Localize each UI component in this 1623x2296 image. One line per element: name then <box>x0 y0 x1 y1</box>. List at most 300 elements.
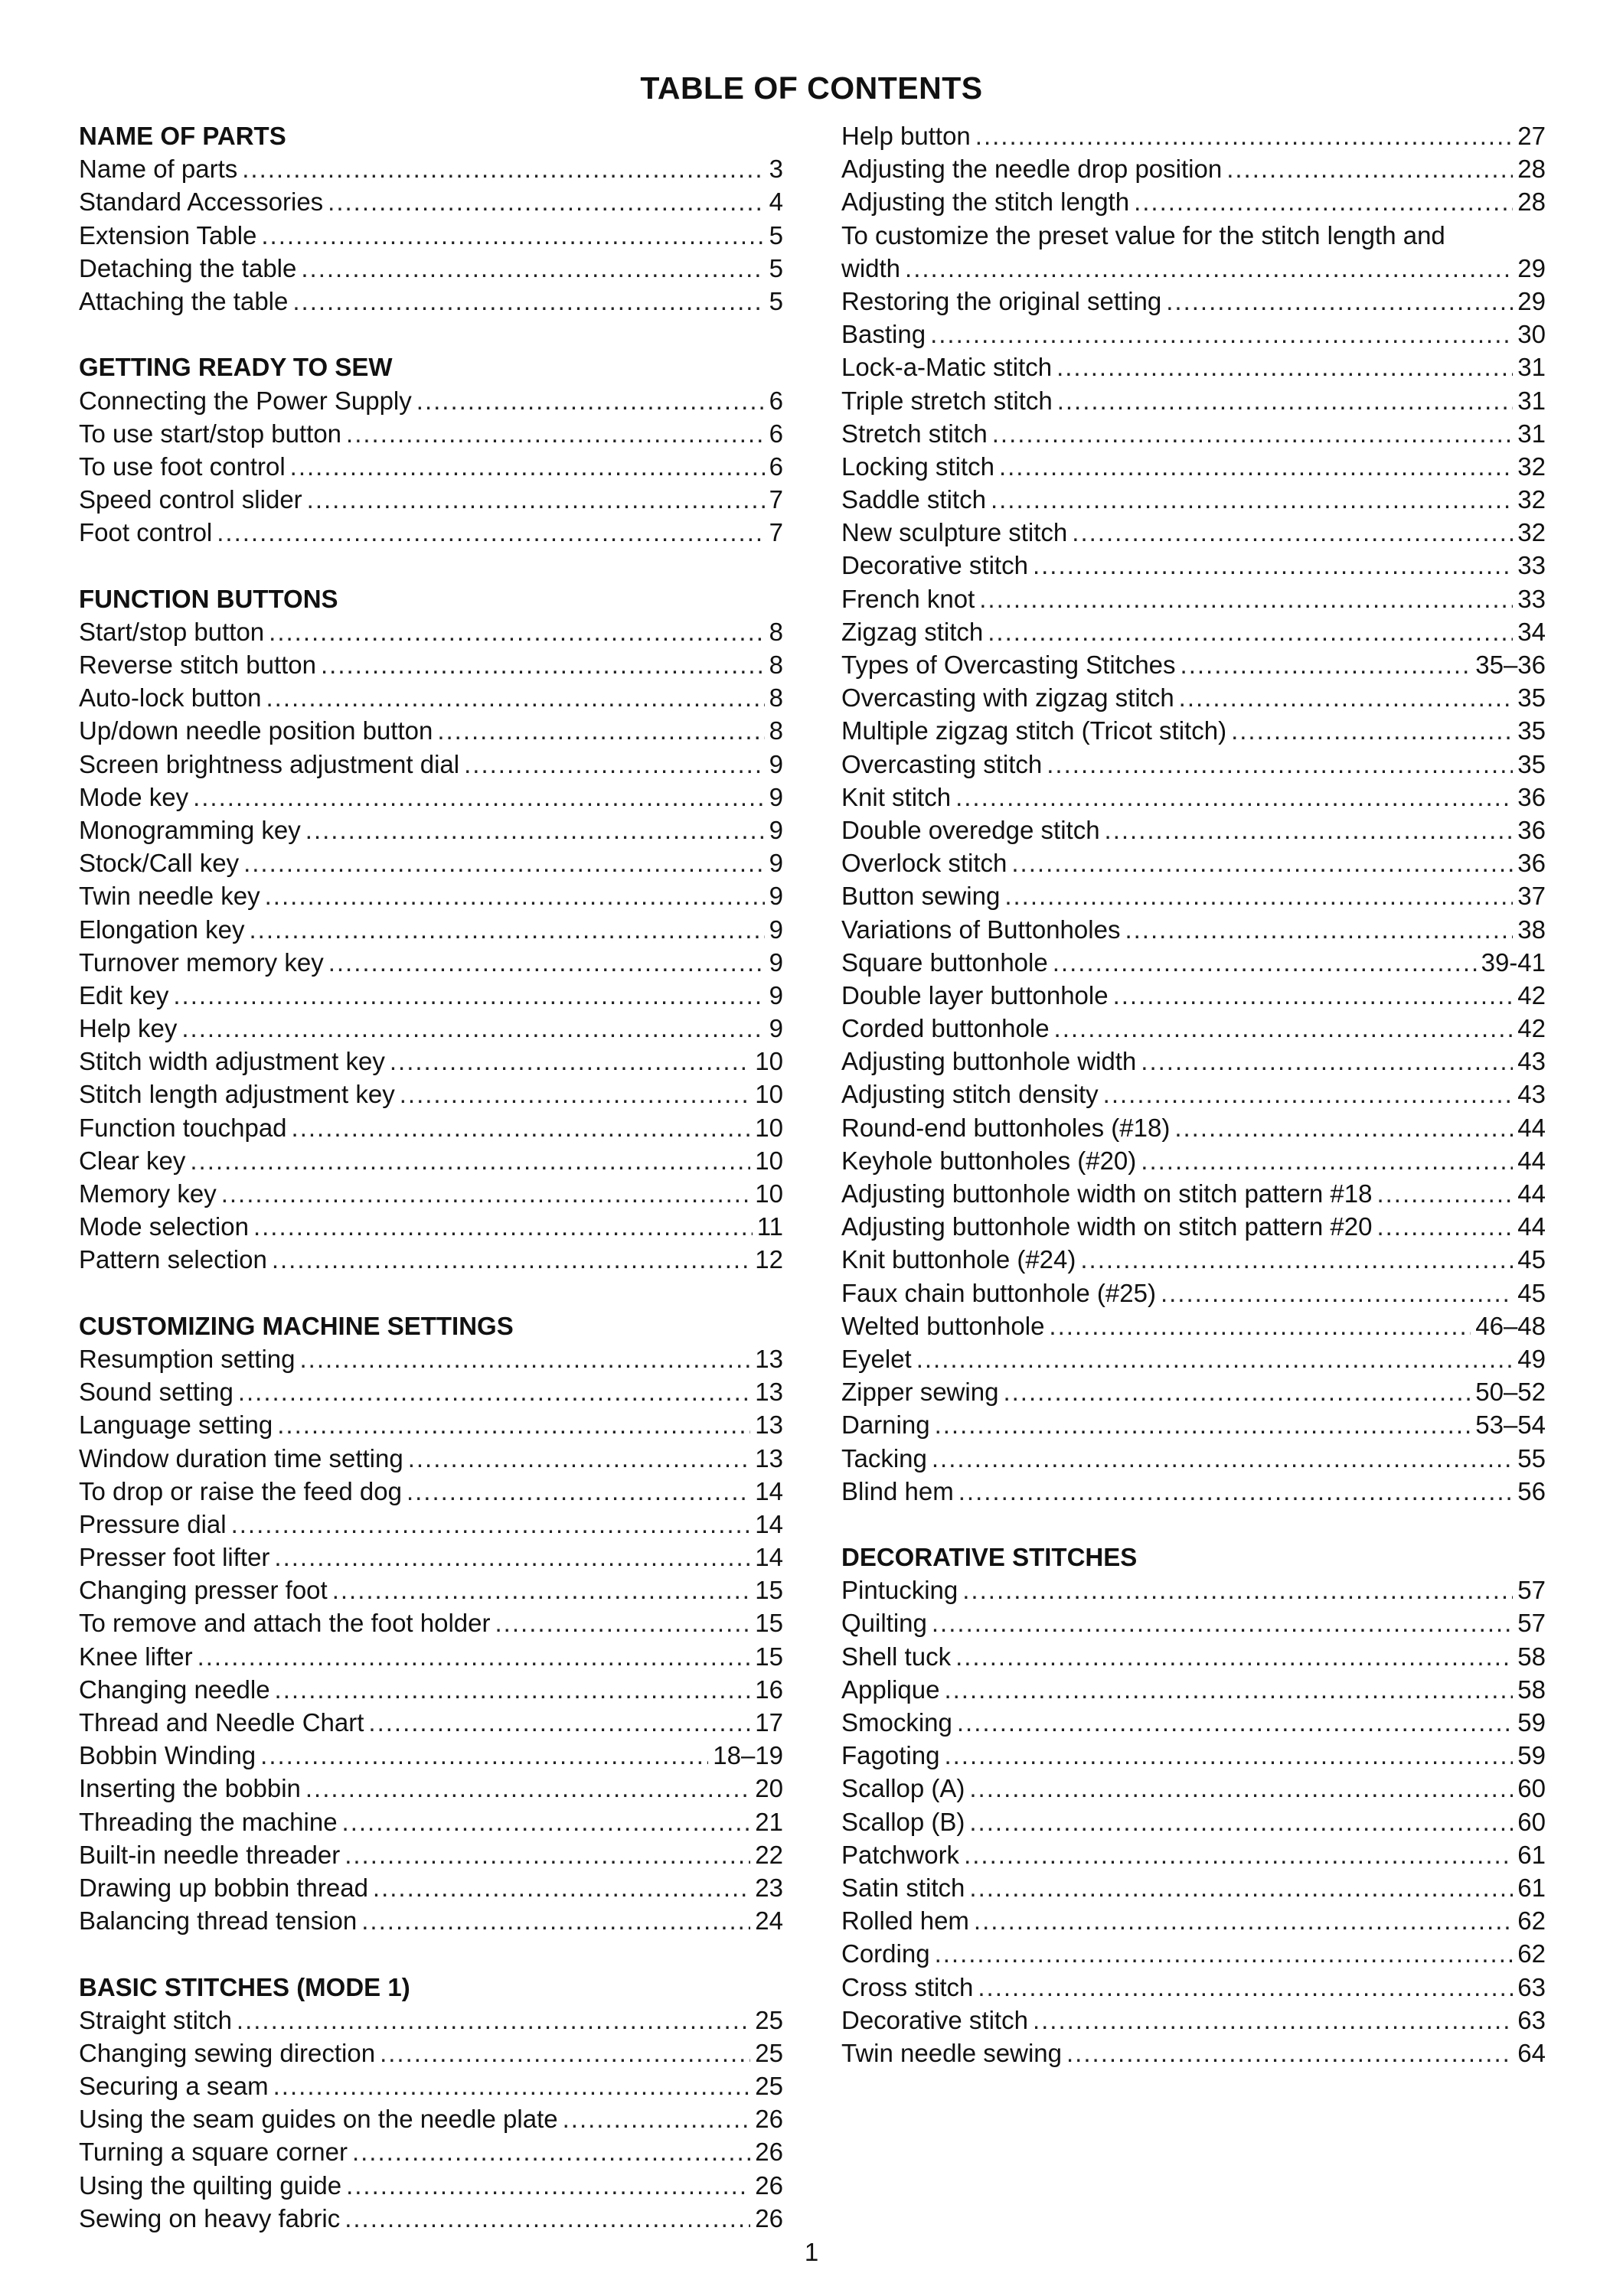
toc-spacer <box>79 549 783 582</box>
toc-entry <box>841 384 1546 417</box>
toc-entry-page: 9 <box>769 1014 783 1043</box>
toc-entry-page: 10 <box>755 1179 783 1208</box>
dot-leader <box>249 913 764 946</box>
toc-entry <box>841 1442 1546 1475</box>
dot-leader <box>292 285 764 318</box>
dot-leader <box>261 219 764 252</box>
dot-leader <box>292 1111 751 1144</box>
toc-entry-page: 23 <box>755 1873 783 1902</box>
toc-entry-page: 38 <box>1517 915 1546 944</box>
toc-entry-page: 45 <box>1517 1245 1546 1274</box>
toc-entry-page: 25 <box>755 2072 783 2101</box>
dot-leader <box>190 1144 750 1177</box>
toc-entry-page: 55 <box>1517 1443 1546 1473</box>
dot-leader <box>1134 185 1513 218</box>
toc-entry <box>79 2169 783 2202</box>
toc-entry-page: 17 <box>755 1708 783 1737</box>
toc-entry-page: 62 <box>1517 1939 1546 1968</box>
toc-entry-label: Edit key <box>79 980 169 1009</box>
toc-entry <box>841 119 1546 152</box>
toc-entry-label: Twin needle key <box>79 882 260 911</box>
toc-entry-page: 35 <box>1517 749 1546 778</box>
toc-entry-page: 32 <box>1517 485 1546 514</box>
dot-leader <box>969 1805 1513 1838</box>
toc-entry-text: To customize the preset value for the stitch length and <box>841 220 1445 249</box>
toc-entry <box>841 185 1546 218</box>
toc-entry-label: Reverse stitch button <box>79 651 316 679</box>
toc-entry-label: Mode selection <box>79 1212 249 1241</box>
toc-entry-page: 62 <box>1517 1906 1546 1936</box>
toc-entry-label: Up/down needle position button <box>79 716 433 745</box>
toc-entry-page: 35 <box>1517 683 1546 713</box>
toc-entry <box>79 285 783 318</box>
page-number: 1 <box>804 2238 819 2266</box>
toc-entry-label: Name of parts <box>79 155 238 184</box>
toc-entry-page: 29 <box>1517 286 1546 315</box>
toc-entry-label: Knit buttonhole (#24) <box>841 1245 1076 1274</box>
toc-entry <box>841 1971 1546 2004</box>
toc-entry-label: Button sewing <box>841 882 1001 911</box>
toc-entry <box>79 2069 783 2102</box>
toc-entry-label: Faux chain buttonhole (#25) <box>841 1278 1156 1307</box>
toc-entry-label: Fagoting <box>841 1741 940 1770</box>
toc-entry-label: Connecting the Power Supply <box>79 386 412 415</box>
toc-entry <box>841 1277 1546 1309</box>
dot-leader <box>242 152 764 185</box>
toc-entry-page: 26 <box>755 2105 783 2134</box>
dot-leader <box>1047 748 1513 781</box>
toc-entry-label: Monogramming key <box>79 815 301 844</box>
dot-leader <box>272 1243 750 1276</box>
dot-leader <box>944 1673 1513 1706</box>
toc-entry-label: Auto-lock button <box>79 683 262 713</box>
toc-entry <box>841 1177 1546 1210</box>
toc-entry-label: Scallop (A) <box>841 1774 965 1803</box>
dot-leader <box>173 979 764 1012</box>
toc-entry <box>79 1408 783 1441</box>
toc-entry <box>841 846 1546 879</box>
toc-entry <box>841 351 1546 383</box>
dot-leader <box>345 1838 750 1871</box>
dot-leader <box>238 1375 750 1408</box>
toc-entry <box>79 1871 783 1904</box>
toc-entry-label: Applique <box>841 1675 940 1704</box>
dot-leader <box>932 1606 1513 1639</box>
dot-leader <box>193 781 765 814</box>
toc-entry-label: New sculpture stitch <box>841 518 1068 547</box>
toc-entry <box>841 1706 1546 1739</box>
toc-entry-page: 26 <box>755 2138 783 2167</box>
toc-entry <box>79 1342 783 1375</box>
toc-entry-label: Elongation key <box>79 915 245 944</box>
toc-entry-label: Changing needle <box>79 1675 270 1704</box>
toc-entry-label: Straight stitch <box>79 2005 232 2034</box>
dot-leader <box>495 1606 751 1639</box>
toc-entry-label: Stitch width adjustment key <box>79 1047 385 1076</box>
toc-entry-label: Drawing up bobbin thread <box>79 1873 368 1902</box>
dot-leader <box>1072 516 1513 549</box>
toc-entry-page: 59 <box>1517 1741 1546 1770</box>
toc-entry-page: 31 <box>1517 419 1546 448</box>
toc-entry-page: 60 <box>1517 1807 1546 1836</box>
dot-leader <box>999 450 1513 483</box>
toc-entry <box>841 1739 1546 1772</box>
dot-leader <box>1033 2004 1513 2037</box>
toc-entry <box>841 648 1546 681</box>
toc-entry <box>841 1243 1546 1276</box>
toc-entry <box>841 913 1546 946</box>
toc-entry <box>841 483 1546 516</box>
toc-entry <box>79 1706 783 1739</box>
toc-entry-label: Overlock stitch <box>841 849 1007 878</box>
toc-entry-label: Sewing on heavy fabric <box>79 2203 341 2232</box>
toc-entry-page: 7 <box>769 485 783 514</box>
toc-entry-label: To use start/stop button <box>79 419 342 448</box>
dot-leader <box>957 1706 1513 1739</box>
toc-entry-page: 35–36 <box>1475 651 1546 679</box>
dot-leader <box>332 1574 751 1606</box>
toc-entry-page: 63 <box>1517 1972 1546 2001</box>
toc-entry-page: 13 <box>755 1378 783 1407</box>
toc-entry-label: Memory key <box>79 1179 217 1208</box>
toc-entry-label: Knee lifter <box>79 1642 193 1671</box>
section-heading-basic-stitches-mode-1: BASIC STITCHES (MODE 1) <box>79 1972 410 2001</box>
toc-entry-label: Changing sewing direction <box>79 2038 376 2067</box>
toc-entry <box>79 1144 783 1177</box>
toc-entry-label: To use foot control <box>79 452 286 481</box>
toc-entry-label: Scallop (B) <box>841 1807 965 1836</box>
toc-entry <box>841 2037 1546 2069</box>
toc-entry-page: 24 <box>755 1906 783 1936</box>
toc-entry <box>79 1904 783 1937</box>
dot-leader <box>1053 946 1477 979</box>
dot-leader <box>368 1706 750 1739</box>
toc-entry-page: 31 <box>1517 353 1546 382</box>
toc-right-column <box>841 119 1546 2069</box>
toc-entry <box>79 1606 783 1639</box>
toc-entry-label: Multiple zigzag stitch (Tricot stitch) <box>841 716 1227 745</box>
toc-entry-page: 64 <box>1517 2038 1546 2067</box>
toc-entry <box>841 582 1546 615</box>
toc-entry-page: 13 <box>755 1443 783 1473</box>
toc-entry-page: 9 <box>769 915 783 944</box>
toc-entry-page: 61 <box>1517 1873 1546 1902</box>
toc-entry-page: 44 <box>1517 1179 1546 1208</box>
toc-entry-label: Types of Overcasting Stitches <box>841 651 1176 679</box>
toc-spacer <box>79 1937 783 1970</box>
dot-leader <box>1057 384 1514 417</box>
toc-entry-label: Threading the machine <box>79 1807 338 1836</box>
toc-entry <box>841 318 1546 351</box>
toc-entry <box>841 714 1546 747</box>
toc-entry-label: Lock-a-Matic stitch <box>841 353 1053 382</box>
dot-leader <box>969 1772 1513 1805</box>
toc-entry-label: Help key <box>79 1014 178 1043</box>
dot-leader <box>1376 1177 1513 1210</box>
toc-entry-page: 9 <box>769 849 783 878</box>
toc-entry-page: 44 <box>1517 1113 1546 1142</box>
dot-leader <box>290 450 765 483</box>
toc-entry <box>79 846 783 879</box>
toc-entry <box>841 1937 1546 1970</box>
dot-leader <box>328 946 765 979</box>
toc-entry-label: Clear key <box>79 1146 186 1175</box>
toc-entry-page: 26 <box>755 2203 783 2232</box>
toc-entry-page: 13 <box>755 1411 783 1440</box>
toc-entry-page: 29 <box>1517 253 1546 282</box>
dot-leader <box>390 1045 750 1078</box>
toc-entry-label: Round-end buttonholes (#18) <box>841 1113 1171 1142</box>
toc-spacer <box>79 1277 783 1309</box>
toc-entry-label: Zipper sewing <box>841 1378 999 1407</box>
toc-entry-label: Resumption setting <box>79 1344 296 1373</box>
dot-leader <box>932 1442 1513 1475</box>
toc-entry <box>79 152 783 185</box>
dot-leader <box>935 1937 1514 1970</box>
toc-entry-label: Screen brightness adjustment dial <box>79 749 460 778</box>
dot-leader <box>1166 285 1513 318</box>
toc-entry-label: Overcasting with zigzag stitch <box>841 683 1174 713</box>
toc-entry <box>841 879 1546 912</box>
dot-leader <box>274 1541 750 1574</box>
toc-entry <box>79 913 783 946</box>
toc-entry-label: Satin stitch <box>841 1873 965 1902</box>
toc-entry-page: 36 <box>1517 815 1546 844</box>
toc-entry-page: 9 <box>769 782 783 811</box>
toc-entry-page: 60 <box>1517 1774 1546 1803</box>
toc-entry-page: 45 <box>1517 1278 1546 1307</box>
dot-leader <box>416 384 765 417</box>
toc-entry-label: Tacking <box>841 1443 927 1473</box>
toc-entry <box>841 748 1546 781</box>
dot-leader <box>243 846 765 879</box>
toc-entry-page: 6 <box>769 419 783 448</box>
dot-leader <box>1179 681 1514 714</box>
toc-entry <box>79 450 783 483</box>
toc-entry-page: 35 <box>1517 716 1546 745</box>
toc-entry-label: Sound setting <box>79 1378 233 1407</box>
toc-entry-label: Keyhole buttonholes (#20) <box>841 1146 1137 1175</box>
toc-entry-label: Help button <box>841 122 971 150</box>
toc-entry <box>841 450 1546 483</box>
toc-entry-label: Thread and Needle Chart <box>79 1708 364 1737</box>
toc-entry-label: Cross stitch <box>841 1972 974 2001</box>
toc-entry-page: 7 <box>769 518 783 547</box>
toc-entry-label: Adjusting the needle drop position <box>841 155 1223 184</box>
dot-leader <box>221 1177 751 1210</box>
dot-leader <box>237 2004 750 2037</box>
dot-leader <box>253 1210 753 1243</box>
toc-entry <box>841 1574 1546 1606</box>
dot-leader <box>437 714 764 747</box>
toc-entry-label: Foot control <box>79 518 213 547</box>
toc-entry-label: Function touchpad <box>79 1113 287 1142</box>
page-title: TABLE OF CONTENTS <box>640 70 983 106</box>
toc-entry-label: Patchwork <box>841 1840 960 1869</box>
dot-leader <box>345 2202 750 2235</box>
dot-leader <box>231 1508 751 1541</box>
toc-entry-page: 58 <box>1517 1642 1546 1671</box>
toc-entry <box>79 1838 783 1871</box>
toc-entry-label: Stretch stitch <box>841 419 988 448</box>
toc-entry-page: 63 <box>1517 2005 1546 2034</box>
toc-entry <box>841 285 1546 318</box>
dot-leader <box>307 483 765 516</box>
toc-entry <box>79 1045 783 1078</box>
toc-entry-page: 6 <box>769 452 783 481</box>
toc-entry <box>79 1012 783 1045</box>
toc-entry-page: 15 <box>755 1576 783 1605</box>
toc-entry-label: Shell tuck <box>841 1642 952 1671</box>
dot-leader <box>407 1475 750 1508</box>
toc-entry-page: 43 <box>1517 1047 1546 1076</box>
toc-entry-label: Rolled hem <box>841 1906 969 1936</box>
toc-entry-page: 10 <box>755 1080 783 1109</box>
dot-leader <box>1226 152 1513 185</box>
toc-entry <box>841 2004 1546 2037</box>
section-heading-getting-ready-to-sew: GETTING READY TO SEW <box>79 353 393 382</box>
dot-leader <box>955 1640 1513 1673</box>
dot-leader <box>978 1971 1513 2004</box>
dot-leader <box>988 615 1513 648</box>
toc-entry-label: Using the quilting guide <box>79 2170 342 2200</box>
toc-entry <box>79 1805 783 1838</box>
toc-entry-page: 26 <box>755 2170 783 2200</box>
toc-entry <box>841 1640 1546 1673</box>
dot-leader <box>1054 1012 1514 1045</box>
toc-entry-page: 15 <box>755 1642 783 1671</box>
dot-leader <box>269 615 764 648</box>
toc-entry <box>79 1177 783 1210</box>
dot-leader <box>1033 549 1513 582</box>
dot-leader <box>962 1574 1513 1606</box>
toc-entry-label: French knot <box>841 584 975 613</box>
toc-entry-label: Eyelet <box>841 1344 912 1373</box>
toc-entry-page: 53–54 <box>1475 1411 1546 1440</box>
dot-leader <box>975 119 1513 152</box>
toc-entry-page: 10 <box>755 1047 783 1076</box>
toc-entry-page: 10 <box>755 1113 783 1142</box>
toc-entry-label: Twin needle sewing <box>841 2038 1063 2067</box>
toc-entry-page: 13 <box>755 1344 783 1373</box>
toc-entry <box>79 417 783 450</box>
toc-entry <box>841 1342 1546 1375</box>
dot-leader <box>1105 814 1514 846</box>
toc-entry-label: Adjusting buttonhole width on stitch pattern #18 <box>841 1179 1373 1208</box>
toc-entry-label: Basting <box>841 320 926 349</box>
dot-leader <box>361 1904 750 1937</box>
toc-entry <box>79 814 783 846</box>
dot-leader <box>955 781 1513 814</box>
toc-entry-label: Restoring the original setting <box>841 286 1162 315</box>
toc-entry-label: Stock/Call key <box>79 849 240 878</box>
dot-leader <box>916 1342 1514 1375</box>
toc-entry <box>79 979 783 1012</box>
toc-entry-label: Cording <box>841 1939 930 1968</box>
toc-entry-page: 27 <box>1517 122 1546 150</box>
toc-entry <box>79 252 783 285</box>
toc-entry-page: 36 <box>1517 782 1546 811</box>
toc-entry-page: 50–52 <box>1475 1378 1546 1407</box>
dot-leader <box>979 582 1513 615</box>
dot-leader <box>991 483 1513 516</box>
dot-leader <box>198 1640 751 1673</box>
toc-entry <box>79 1243 783 1276</box>
toc-entry <box>79 1640 783 1673</box>
dot-leader <box>400 1078 751 1110</box>
toc-entry-page: 42 <box>1517 1014 1546 1043</box>
toc-entry-label: Double layer buttonhole <box>841 980 1109 1009</box>
toc-entry <box>79 2135 783 2168</box>
dot-leader <box>321 648 765 681</box>
toc-entry <box>79 516 783 549</box>
toc-entry <box>841 1805 1546 1838</box>
toc-entry <box>79 1574 783 1606</box>
toc-entry-label: Pattern selection <box>79 1245 267 1274</box>
toc-left-column <box>79 119 783 2235</box>
dot-leader <box>905 252 1513 285</box>
dot-leader <box>299 1342 750 1375</box>
toc-entry-page: 14 <box>755 1476 783 1505</box>
dot-leader <box>1174 1111 1513 1144</box>
toc-entry <box>841 1838 1546 1871</box>
toc-entry <box>841 1871 1546 1904</box>
toc-entry-label: Locking stitch <box>841 452 994 481</box>
dot-leader <box>342 1805 751 1838</box>
toc-entry-label: To drop or raise the feed dog <box>79 1476 402 1505</box>
toc-entry <box>841 152 1546 185</box>
toc-entry <box>79 384 783 417</box>
toc-entry-page: 10 <box>755 1146 783 1175</box>
toc-entry-label: width <box>841 253 901 282</box>
toc-entry-page: 16 <box>755 1675 783 1704</box>
toc-entry <box>79 219 783 252</box>
toc-entry <box>841 549 1546 582</box>
toc-entry <box>841 1210 1546 1243</box>
toc-entry-label: Turnover memory key <box>79 947 324 977</box>
toc-entry-label: Using the seam guides on the needle plate <box>79 2105 558 2134</box>
toc-entry <box>79 1475 783 1508</box>
toc-entry-page: 9 <box>769 749 783 778</box>
toc-entry-label: Welted buttonhole <box>841 1311 1045 1340</box>
toc-entry-label: Pintucking <box>841 1576 958 1605</box>
dot-leader <box>352 2135 750 2168</box>
toc-entry-page: 59 <box>1517 1708 1546 1737</box>
toc-entry-page: 3 <box>769 155 783 184</box>
toc-entry <box>841 1045 1546 1078</box>
toc-entry-label: Darning <box>841 1411 930 1440</box>
dot-leader <box>301 252 764 285</box>
toc-entry-label: Start/stop button <box>79 617 265 646</box>
toc-entry-label: Variations of Buttonholes <box>841 915 1121 944</box>
dot-leader <box>1231 714 1513 747</box>
dot-leader <box>964 1838 1513 1871</box>
toc-entry-label: Overcasting stitch <box>841 749 1043 778</box>
toc-entry-label: Detaching the table <box>79 253 297 282</box>
toc-entry-label: Securing a seam <box>79 2072 269 2101</box>
toc-entry-label: Speed control slider <box>79 485 302 514</box>
toc-entry-label: Quilting <box>841 1609 927 1638</box>
toc-spacer <box>79 318 783 351</box>
toc-entry-label: Adjusting buttonhole width on stitch pattern #20 <box>841 1212 1373 1241</box>
dot-leader <box>969 1871 1513 1904</box>
toc-entry-page: 57 <box>1517 1609 1546 1638</box>
toc-entry-page: 4 <box>769 188 783 217</box>
toc-entry <box>79 2102 783 2135</box>
dot-leader <box>1056 351 1513 383</box>
toc-entry-page: 21 <box>755 1807 783 1836</box>
toc-entry <box>79 185 783 218</box>
